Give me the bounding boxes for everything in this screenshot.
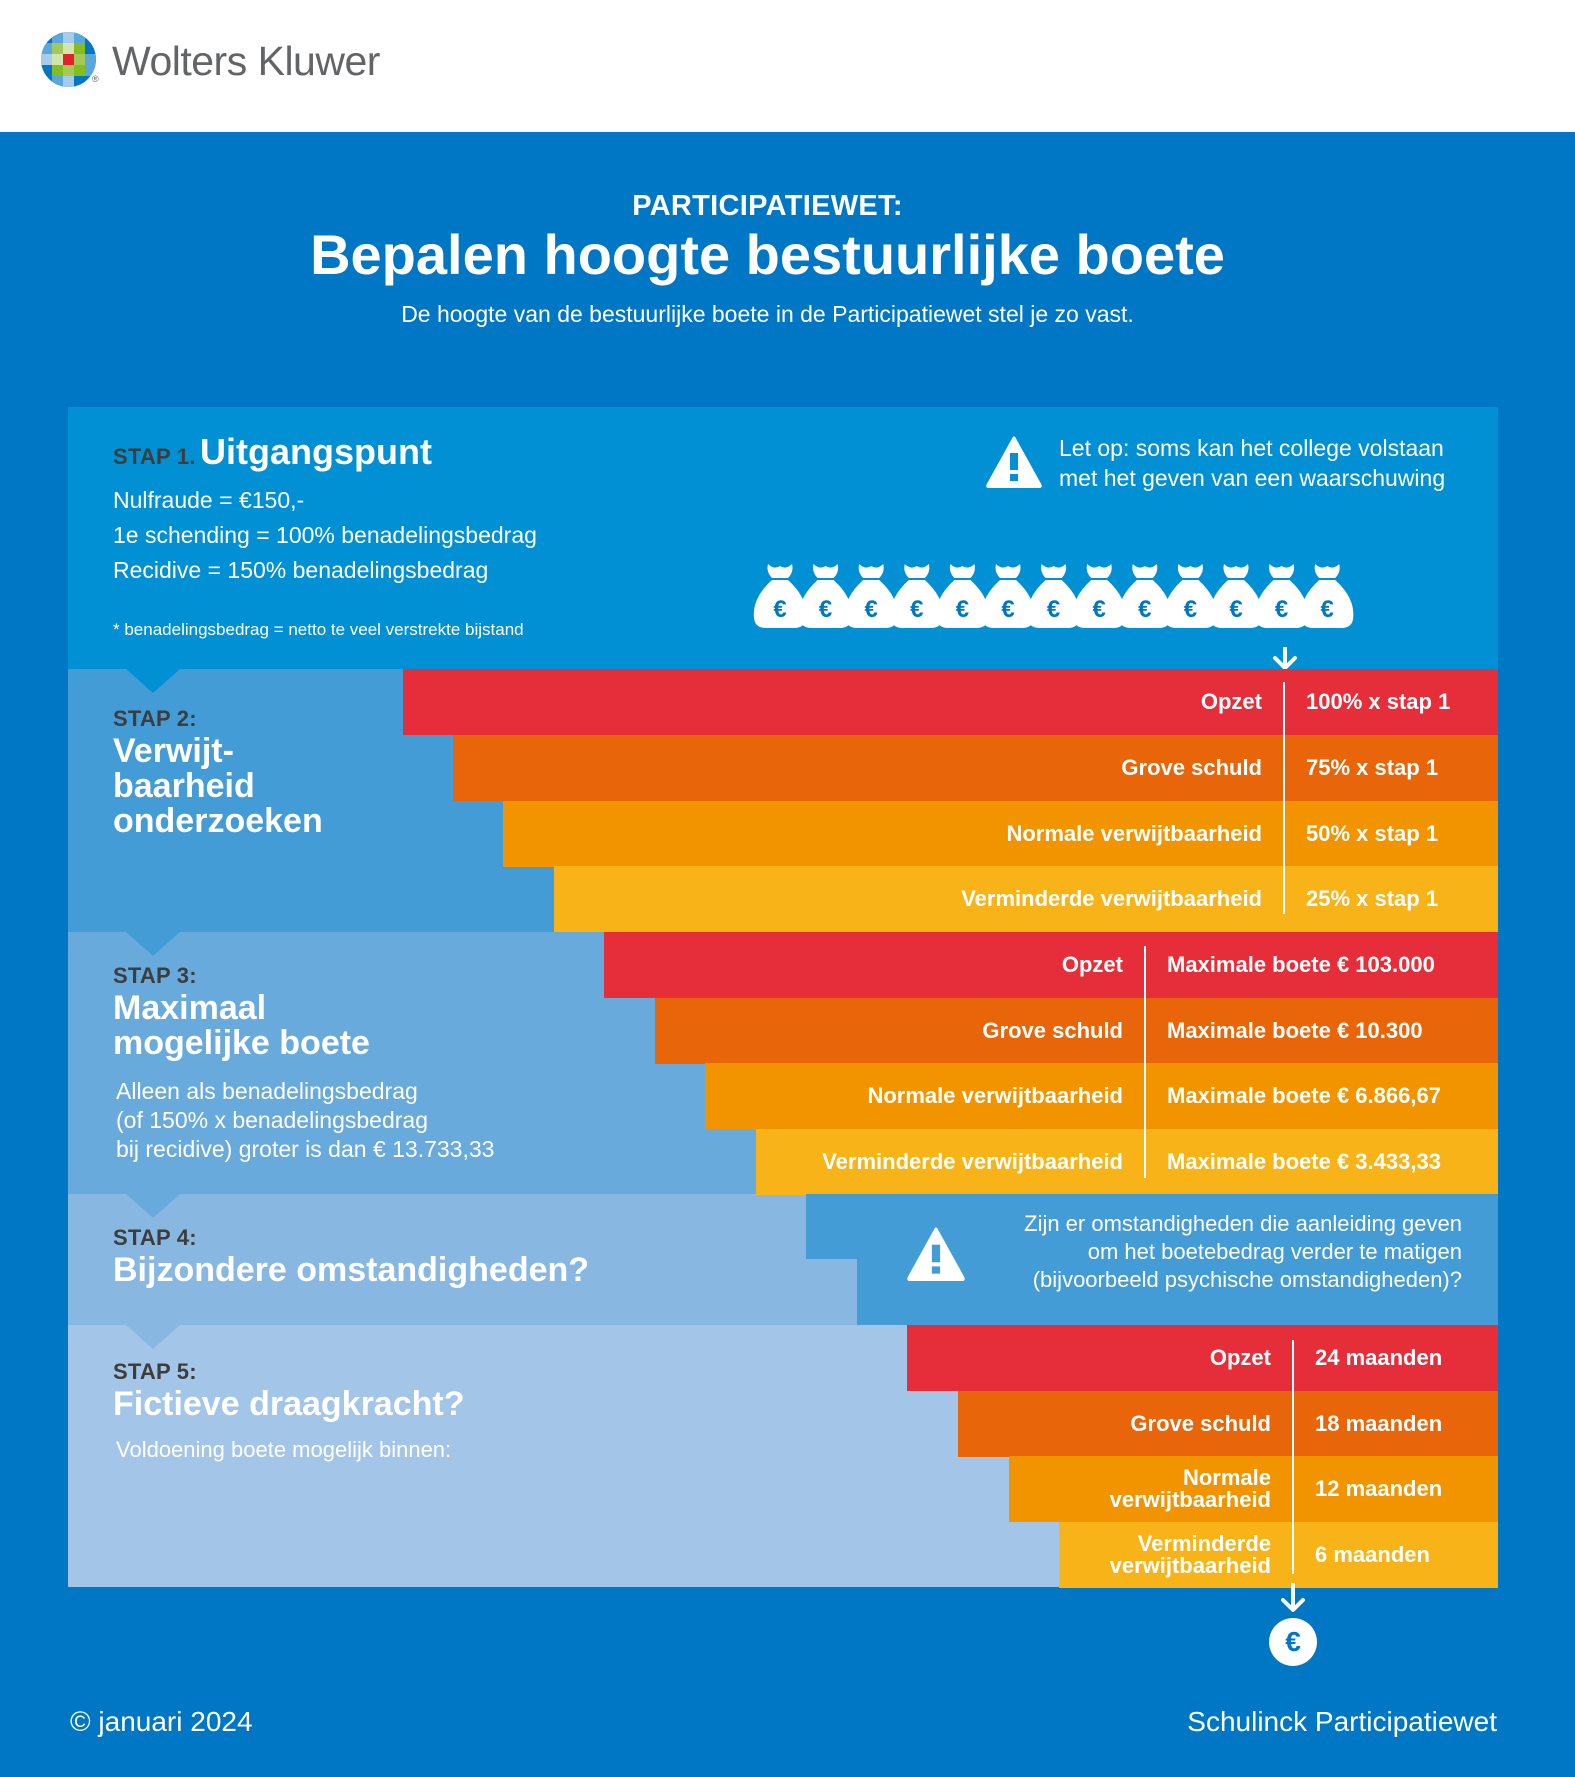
copyright-date: © januari 2024 — [70, 1706, 253, 1737]
page-title: Bepalen hoogte bestuurlijke boete — [310, 223, 1225, 286]
step5-row-verminderde-verwijtbaarheid — [1059, 1522, 1498, 1588]
row-label-line: verwijtbaarheid — [1109, 1553, 1271, 1578]
step3-heading — [113, 963, 370, 1061]
source-label: Schulinck Participatiewet — [1187, 1706, 1497, 1737]
page-subtitle: De hoogte van de bestuurlijke boete in de Participatiewet stel je zo vast. — [401, 301, 1134, 327]
row-label-line: Verminderde — [1137, 1531, 1271, 1556]
row-label: Opzet — [1200, 689, 1262, 714]
row-label-line: verwijtbaarheid — [1109, 1487, 1271, 1512]
euro-coin-icon: € — [1269, 1618, 1317, 1666]
step5-row-grove-schuld — [958, 1391, 1498, 1457]
step5-body: Voldoening boete mogelijk binnen: — [116, 1437, 452, 1462]
step5-row-normale-verwijtbaarheid — [1009, 1456, 1498, 1522]
step3-condition — [116, 1077, 494, 1164]
row-value: 50% x stap 1 — [1306, 821, 1439, 846]
row-value: 6 maanden — [1315, 1542, 1430, 1567]
row-value: Maximale boete € 6.866,67 — [1167, 1083, 1441, 1108]
step2-row-grove-schuld — [453, 735, 1498, 801]
row-label — [1009, 1467, 1293, 1511]
step1-warning-line: Let op: soms kan het college volstaan — [1059, 435, 1444, 461]
step2-row-verminderde-verwijtbaarheid — [554, 866, 1498, 932]
step2-title-line: Verwijt- — [113, 732, 234, 770]
step3-title-line: mogelijke boete — [113, 1024, 370, 1062]
step5-label: STAP 5: — [113, 1359, 197, 1384]
row-label: Normale verwijtbaarheid — [1006, 821, 1262, 846]
step3-condition-line: (of 150% x benadelingsbedrag — [116, 1107, 429, 1133]
step3-label: STAP 3: — [113, 963, 197, 988]
row-label: Opzet — [1061, 952, 1123, 977]
arrow-down-icon — [1280, 1583, 1306, 1618]
step4-notice-line: om het boetebedrag verder te matigen — [1087, 1239, 1462, 1264]
step1-rule-first-offense: 1e schending = 100% benadelingsbedrag — [113, 522, 537, 548]
step2-label: STAP 2: — [113, 706, 197, 731]
row-value: 18 maanden — [1315, 1411, 1443, 1436]
step3-title — [113, 991, 370, 1061]
row-value: 12 maanden — [1315, 1476, 1443, 1501]
step5-title: Fictieve draagkracht? — [113, 1385, 465, 1423]
step4-notice-line: (bijvoorbeeld psychische omstandigheden)? — [1032, 1267, 1462, 1292]
step4-notice-text — [960, 1210, 1462, 1294]
step5-divider — [1292, 1340, 1294, 1574]
row-label: Verminderde verwijtbaarheid — [822, 1149, 1123, 1174]
step-connector-notch — [126, 1325, 180, 1349]
step-connector-notch — [126, 669, 180, 693]
step3-row-verminderde-verwijtbaarheid — [756, 1129, 1498, 1195]
step2-row-opzet — [403, 669, 1498, 735]
registered-mark: ® — [92, 74, 99, 84]
step1-heading — [113, 431, 432, 472]
step3-row-normale-verwijtbaarheid — [705, 1063, 1498, 1129]
money-bags-row — [752, 560, 1362, 632]
row-value: 24 maanden — [1315, 1345, 1443, 1370]
money-bag-euro-icon — [752, 560, 1362, 632]
step5-heading — [113, 1359, 464, 1422]
step3-row-grove-schuld — [655, 998, 1498, 1064]
step2-title — [113, 734, 323, 839]
row-value: Maximale boete € 10.300 — [1167, 1018, 1423, 1043]
row-value: 100% x stap 1 — [1306, 689, 1451, 714]
step3-condition-line: Alleen als benadelingsbedrag — [116, 1078, 418, 1104]
step1-footnote: * benadelingsbedrag = netto te veel verstrekte bijstand — [113, 620, 524, 639]
step2-title-line: onderzoeken — [113, 802, 323, 840]
row-value: Maximale boete € 103.000 — [1167, 952, 1435, 977]
warning-triangle-icon — [907, 1227, 965, 1286]
row-label: Opzet — [1209, 1345, 1271, 1370]
step3-condition-line: bij recidive) groter is dan € 13.733,33 — [116, 1136, 495, 1162]
step4-heading — [113, 1225, 589, 1288]
step1-rule-recidive: Recidive = 150% benadelingsbedrag — [113, 557, 489, 583]
row-label: Grove schuld — [1130, 1411, 1271, 1436]
row-label-line: Normale — [1182, 1465, 1271, 1490]
row-label: Grove schuld — [1121, 755, 1262, 780]
row-value: Maximale boete € 3.433,33 — [1167, 1149, 1441, 1174]
step4-label: STAP 4: — [113, 1225, 197, 1250]
row-value: 25% x stap 1 — [1306, 886, 1439, 911]
step3-title-line: Maximaal — [113, 989, 267, 1027]
step3-row-opzet — [604, 932, 1498, 998]
row-label — [1059, 1533, 1293, 1577]
step2-heading — [113, 706, 323, 839]
step-connector-notch — [126, 1194, 180, 1218]
step4-notice-line: Zijn er omstandigheden die aanleiding geven — [1024, 1211, 1462, 1236]
wolters-kluwer-logo-icon — [41, 32, 96, 87]
step3-divider — [1144, 946, 1146, 1178]
step1-rules — [113, 483, 537, 588]
step-connector-notch — [126, 932, 180, 956]
brand-name: Wolters Kluwer — [112, 38, 380, 84]
row-label: Grove schuld — [982, 1018, 1123, 1043]
step5-row-opzet — [907, 1325, 1498, 1391]
step2-title-line: baarheid — [113, 767, 255, 805]
step1-label: STAP 1. — [113, 444, 196, 469]
step2-divider — [1283, 682, 1285, 914]
step4-title: Bijzondere omstandigheden? — [113, 1251, 590, 1289]
row-label: Normale verwijtbaarheid — [867, 1083, 1123, 1108]
step1-rule-nulfraude: Nulfraude = €150,- — [113, 487, 305, 513]
step1-title: Uitgangspunt — [199, 431, 432, 472]
warning-triangle-icon — [986, 436, 1042, 493]
page-kicker: PARTICIPATIEWET: — [632, 190, 903, 222]
step1-warning-line: met het geven van een waarschuwing — [1059, 465, 1446, 491]
step1-warning-text — [1059, 433, 1445, 493]
step2-row-normale-verwijtbaarheid — [503, 801, 1498, 867]
row-value: 75% x stap 1 — [1306, 755, 1439, 780]
row-label: Verminderde verwijtbaarheid — [961, 886, 1262, 911]
